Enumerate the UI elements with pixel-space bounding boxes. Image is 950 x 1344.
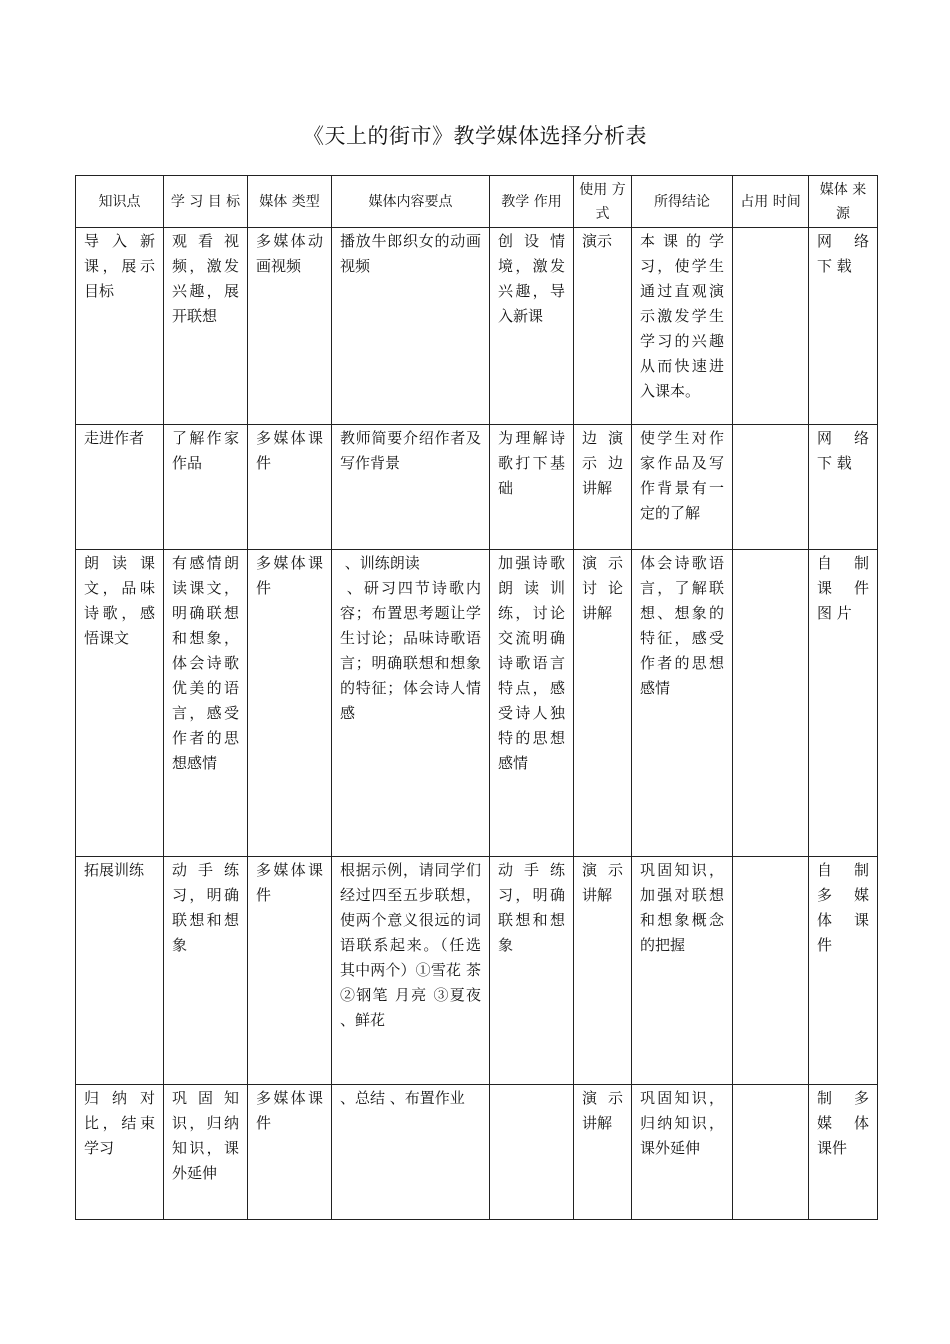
cell-goal: 观看视频，激发兴趣，展开联想 <box>164 228 248 425</box>
cell-goal: 有感情朗读课文，明确联想和想象，体会诗歌优美的语言，感受作者的思想感情 <box>164 550 248 857</box>
cell-media-type: 多媒体动画视频 <box>248 228 332 425</box>
header-role: 教学 作用 <box>490 176 574 228</box>
page-title: 《天上的街市》教学媒体选择分析表 <box>303 124 647 148</box>
cell-source: 自 制 课 件 图 片 <box>809 550 878 857</box>
header-conclusion: 所得结论 <box>632 176 733 228</box>
cell-time <box>733 425 809 550</box>
header-media-type: 媒体 类型 <box>248 176 332 228</box>
cell-conclusion: 体会诗歌语言，了解联想、想象的特征，感受作者的思想感情 <box>632 550 733 857</box>
table-row <box>76 425 878 550</box>
cell-content: 教师简要介绍作者及写作背景 <box>332 425 490 550</box>
table-header-row <box>76 176 878 228</box>
cell-media-type: 多媒体课件 <box>248 425 332 550</box>
cell-content: 、总结 、布置作业 <box>332 1085 490 1220</box>
header-source: 媒体 来源 <box>809 176 878 228</box>
cell-content: 、训练朗读 、研习四节诗歌内容；布置思考题让学生讨论；品味诗歌语言；明确联想和想象的特征；体会诗人情感 <box>332 550 490 857</box>
cell-knowledge: 朗读课文，品味诗歌，感悟课文 <box>76 550 164 857</box>
cell-conclusion: 巩固知识，归纳知识，课外延伸 <box>632 1085 733 1220</box>
cell-time <box>733 1085 809 1220</box>
cell-media-type: 多媒体课件 <box>248 1085 332 1220</box>
cell-knowledge: 归纳对比，结束学习 <box>76 1085 164 1220</box>
cell-source: 网 络 下 载 <box>809 425 878 550</box>
cell-media-type: 多媒体课件 <box>248 550 332 857</box>
table-row <box>76 857 878 1085</box>
cell-goal: 巩固知识，归纳知识，课外延伸 <box>164 1085 248 1220</box>
cell-usage: 演示 <box>574 228 632 425</box>
cell-source: 网 络 下 载 <box>809 228 878 425</box>
cell-content: 播放牛郎织女的动画视频 <box>332 228 490 425</box>
cell-time <box>733 550 809 857</box>
cell-role: 为理解诗歌打下基础 <box>490 425 574 550</box>
cell-role: 动手练习，明确联想和想象 <box>490 857 574 1085</box>
header-goal: 学 习 目 标 <box>164 176 248 228</box>
cell-content: 根据示例，请同学们经过四至五步联想，使两个意义很远的词语联系起来。（任选其中两个）①雪花 茶 ②钢笔 月亮 ③夏夜 、鲜花 <box>332 857 490 1085</box>
header-usage: 使用 方式 <box>574 176 632 228</box>
cell-goal: 了解作家作品 <box>164 425 248 550</box>
cell-usage: 演示 讲解 <box>574 857 632 1085</box>
cell-knowledge: 走进作者 <box>76 425 164 550</box>
cell-usage: 演示 讲解 <box>574 1085 632 1220</box>
cell-media-type: 多媒体课件 <box>248 857 332 1085</box>
header-time: 占用 时间 <box>733 176 809 228</box>
header-content: 媒体内容要点 <box>332 176 490 228</box>
cell-source: 自 制 多 媒 体 课 件 <box>809 857 878 1085</box>
header-knowledge: 知识点 <box>76 176 164 228</box>
cell-usage: 演示 讨论 讲解 <box>574 550 632 857</box>
cell-knowledge: 拓展训练 <box>76 857 164 1085</box>
cell-time <box>733 228 809 425</box>
cell-time <box>733 857 809 1085</box>
cell-conclusion: 使学生对作家作品及写作背景有一定的了解 <box>632 425 733 550</box>
cell-role: 加强诗歌朗读训练，讨论交流明确诗歌语言特点，感受诗人独特的思想感情 <box>490 550 574 857</box>
cell-role <box>490 1085 574 1220</box>
table-row <box>76 550 878 857</box>
cell-role: 创设情境，激发兴趣，导入新课 <box>490 228 574 425</box>
cell-conclusion: 巩固知识，加强对联想和想象概念的把握 <box>632 857 733 1085</box>
cell-usage: 边演示边讲解 <box>574 425 632 550</box>
table-row <box>76 1085 878 1220</box>
table-row <box>76 228 878 425</box>
cell-source: 制 多 媒 体 课件 <box>809 1085 878 1220</box>
media-analysis-table <box>75 175 878 1220</box>
cell-knowledge: 导入新课，展示目标 <box>76 228 164 425</box>
cell-goal: 动手练习，明确联想和想象 <box>164 857 248 1085</box>
cell-conclusion: 本课的学习，使学生通过直观演示激发学生学习的兴趣从而快速进入课本。 <box>632 228 733 425</box>
